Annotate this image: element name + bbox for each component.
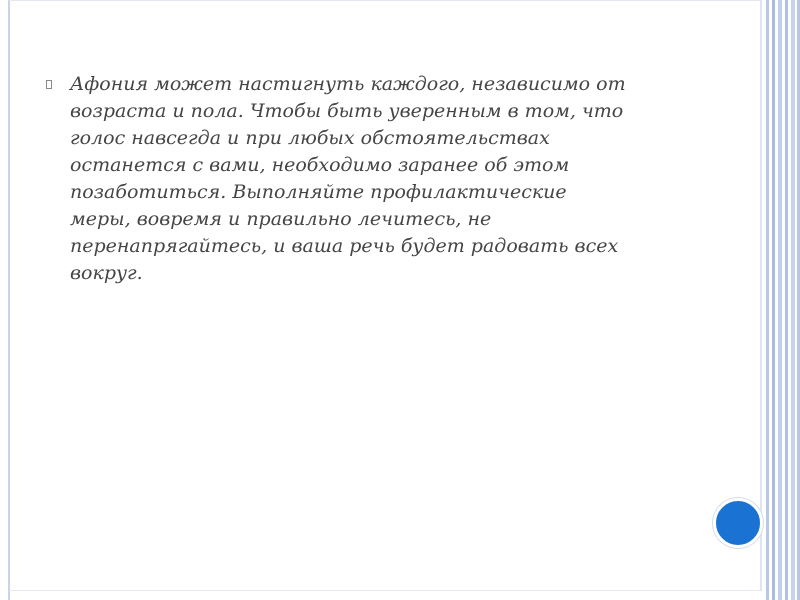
outline-square-bullet-icon xyxy=(46,80,52,89)
blue-circle-decoration xyxy=(713,498,763,548)
text-line: вокруг. xyxy=(70,262,143,284)
frame-top-line xyxy=(9,0,761,1)
text-line: возраста и пола. Чтобы быть уверенным в том, что xyxy=(70,100,624,122)
stripe xyxy=(766,0,769,600)
text-line: перенапрягайтесь, и ваша речь будет радовать всех xyxy=(70,235,619,257)
stripe xyxy=(772,0,775,600)
stripe xyxy=(791,0,795,600)
bullet-item xyxy=(46,71,696,287)
stripe xyxy=(785,0,788,600)
slide-body xyxy=(46,71,696,287)
text-line: голос навсегда и при любых обстоятельствах xyxy=(70,127,550,149)
decorative-stripes xyxy=(762,0,800,600)
frame-bottom-line xyxy=(9,590,761,591)
left-border-line xyxy=(8,0,10,600)
bullet-paragraph xyxy=(70,71,696,287)
stripe xyxy=(778,0,782,600)
text-line: Афония может настигнуть каждого, независимо от xyxy=(70,73,626,95)
text-line: позаботиться. Выполняйте профилактические xyxy=(70,181,567,203)
text-line: останется с вами, необходимо заранее об этом xyxy=(70,154,570,176)
text-line: меры, вовремя и правильно лечитесь, не xyxy=(70,208,492,230)
